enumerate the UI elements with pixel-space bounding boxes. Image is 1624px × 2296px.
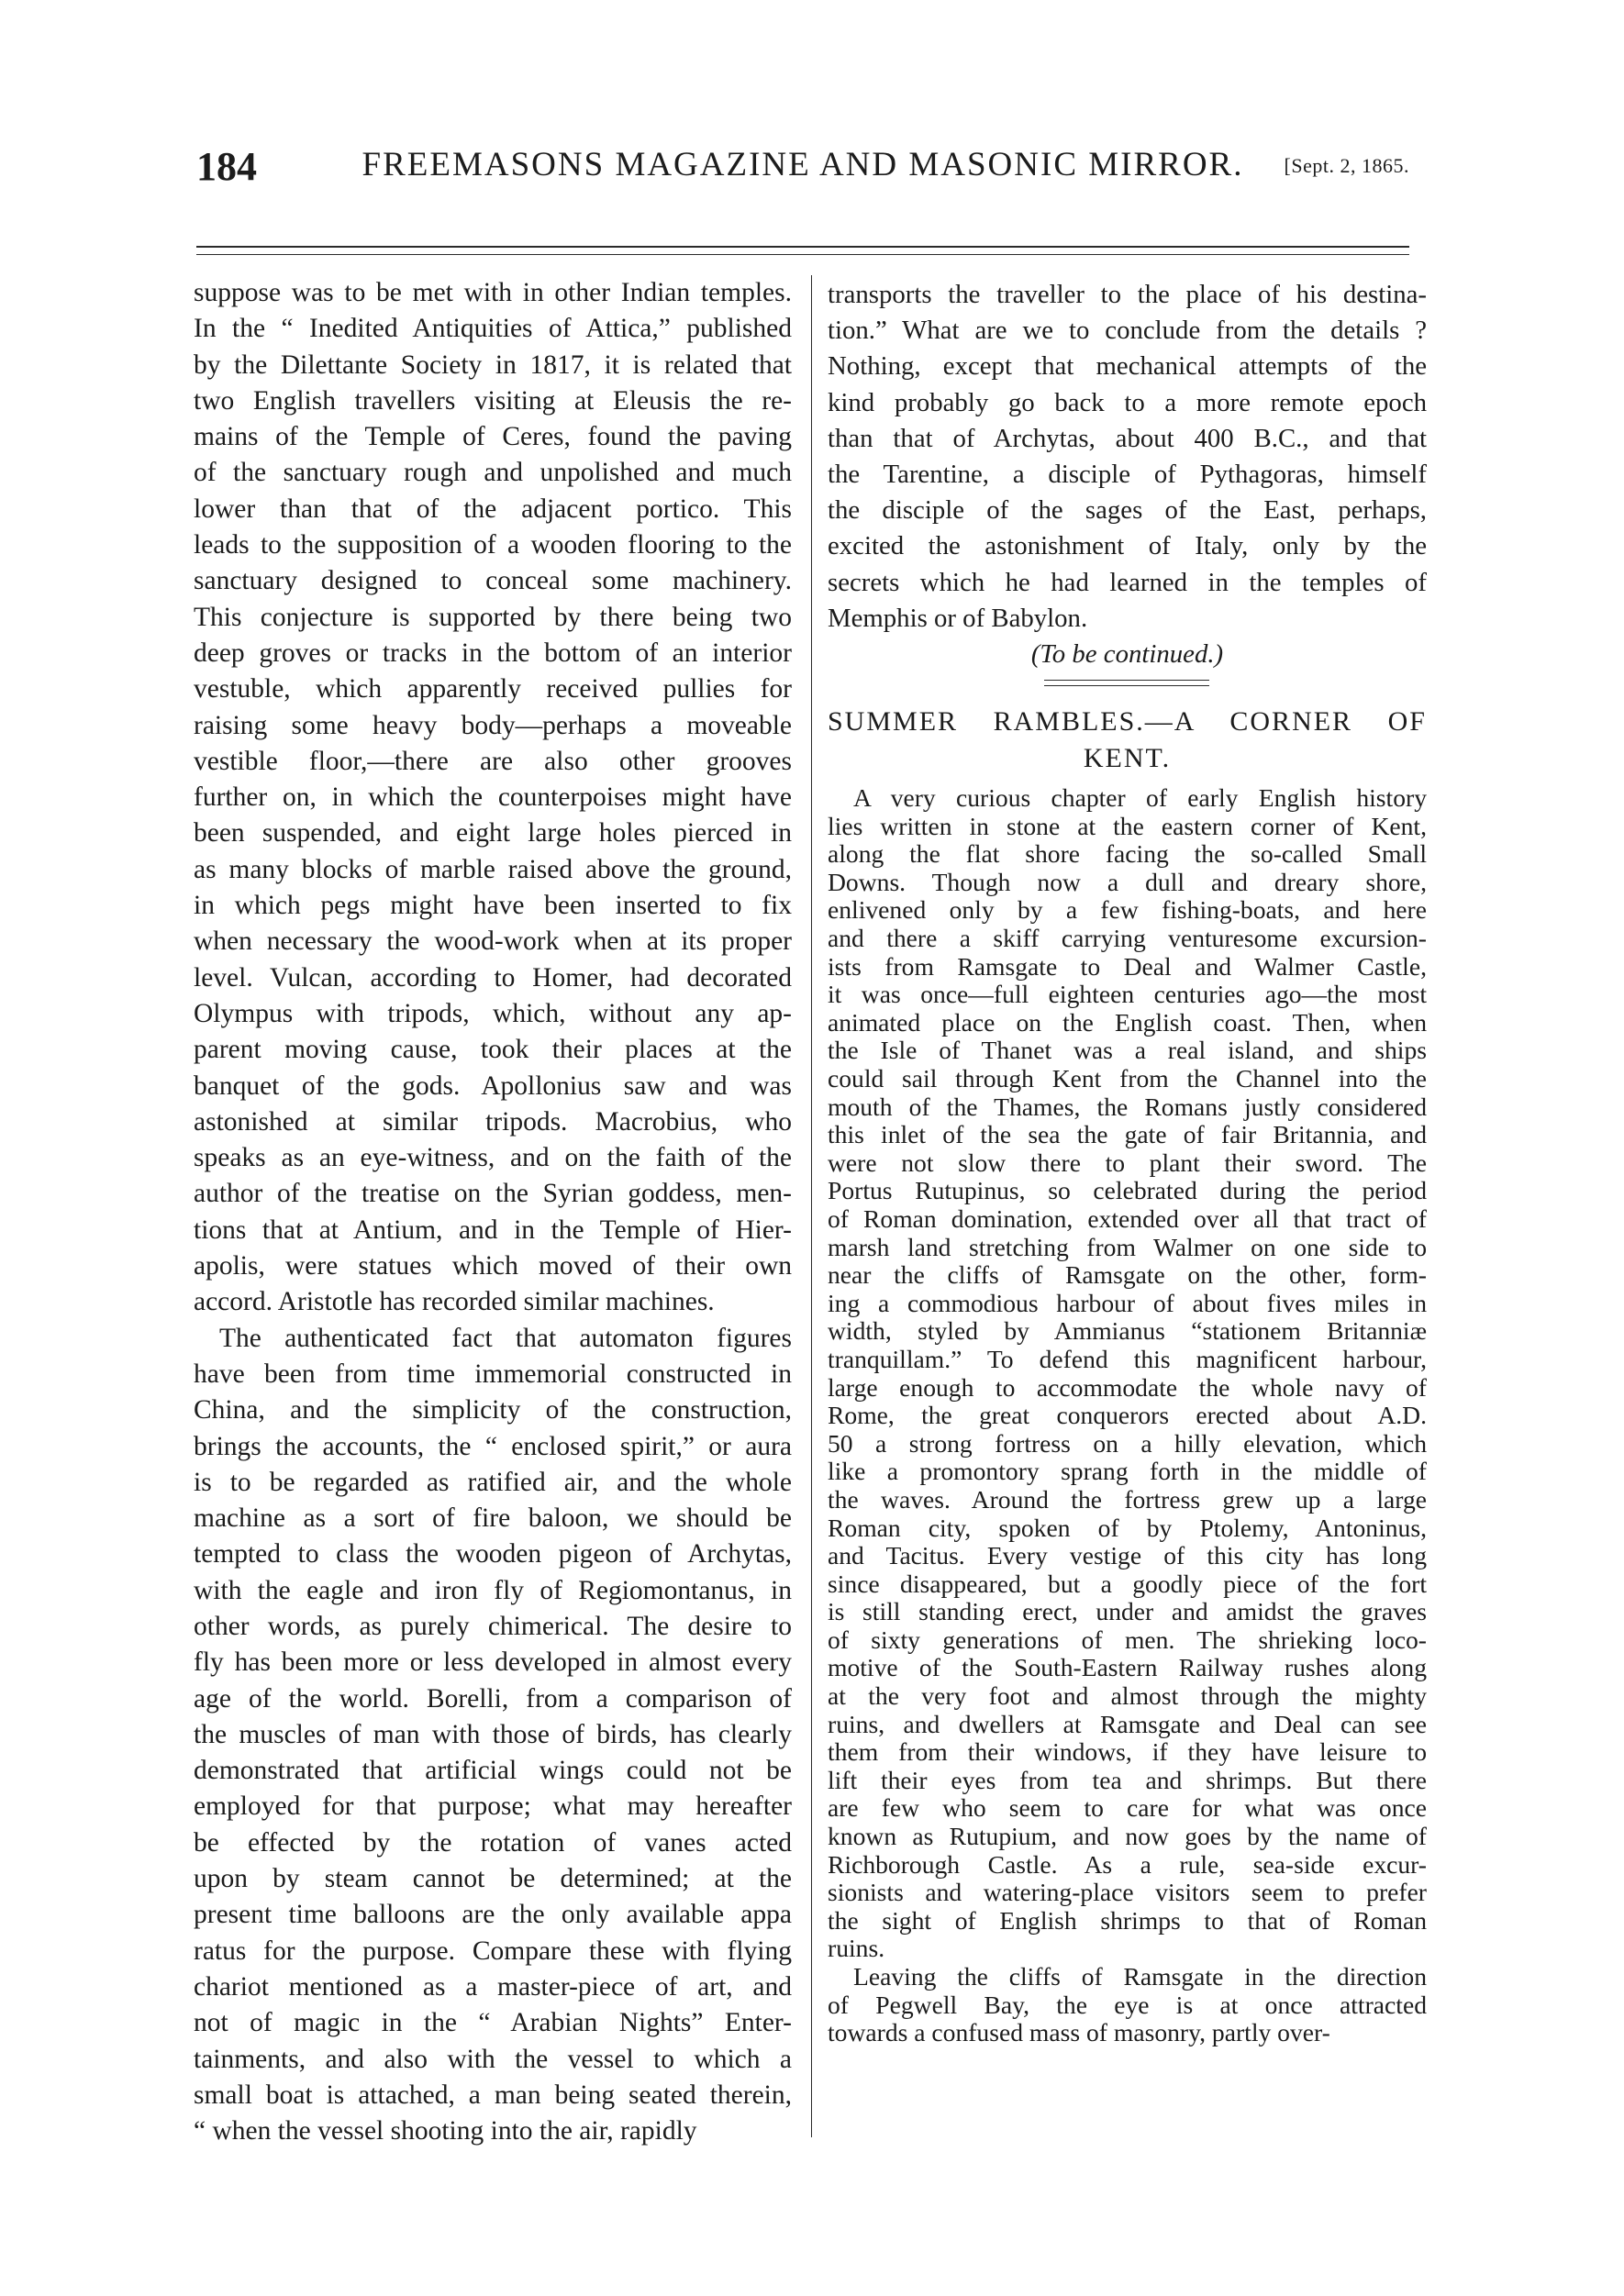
text-line: mouth of the Thames, the Romans justly considered [828, 1093, 1427, 1121]
text-line: author of the treatise on the Syrian goddess, men- [194, 1179, 792, 1209]
right-column [828, 277, 1427, 2047]
text-line: Portus Rutupinus, so celebrated during the period [828, 1177, 1427, 1205]
text-line: the sight of English shrimps to that of Roman [828, 1906, 1427, 1935]
text-line: brings the accounts, the “ enclosed spirit,” or aura [194, 1431, 792, 1461]
text-line: width, styled by Ammianus “stationem Britanniæ [828, 1317, 1427, 1346]
text-line: leads to the supposition of a wooden flooring to the [194, 530, 792, 560]
text-line: marsh land stretching from Walmer on one side to [828, 1233, 1427, 1261]
text-line: the Isle of Thanet was a real island, and ships [828, 1037, 1427, 1065]
text-line: ratus for the purpose. Compare these with flying [194, 1936, 792, 1966]
text-line: employed for that purpose; what may hereafter [194, 1791, 792, 1822]
text-line: vestuble, which apparently received pullies for [194, 674, 792, 704]
text-line: In the “ Inedited Antiquities of Attica,” published [194, 314, 792, 344]
text-line: is to be regarded as ratified air, and the whole [194, 1467, 792, 1497]
header-rule-thin [196, 254, 1409, 255]
text-line: tions that at Antium, and in the Temple of Hier- [194, 1215, 792, 1245]
text-line: towards a confused mass of masonry, partly over- [828, 2019, 1330, 2047]
text-line: of Roman domination, extended over all that tract of [828, 1204, 1427, 1233]
text-line: sionists and watering-place visitors seem to prefer [828, 1879, 1427, 1907]
text-line: Downs. Though now a dull and dreary shore, [828, 868, 1427, 896]
text-line: lift their eyes from tea and shrimps. But there [828, 1766, 1427, 1794]
text-line: Olympus with tripods, which, without any ap- [194, 998, 792, 1028]
text-line: accord. Aristotle has recorded similar machines. [194, 1287, 715, 1317]
text-line: kind probably go back to a more remote epoch [828, 387, 1427, 417]
text-line: other words, as purely chimerical. The desire to [194, 1611, 792, 1641]
text-line: level. Vulcan, according to Homer, had decorated [194, 962, 792, 993]
article-heading: SUMMER RAMBLES.—A CORNER OF [828, 706, 1427, 738]
text-line: transports the traveller to the place of his destina- [828, 280, 1427, 309]
article-heading-line-2: KENT. [1083, 743, 1172, 774]
article-body [828, 784, 1427, 2047]
text-line: like a promontory sprang forth in the middle of [828, 1458, 1427, 1486]
text-line: raising some heavy body—perhaps a moveable [194, 710, 792, 740]
continued-article-text [828, 277, 1427, 637]
text-line: machine as a sort of fire baloon, we should be [194, 1503, 792, 1534]
text-line: were not slow there to plant their sword. The [828, 1148, 1427, 1177]
text-line: the Tarentine, a disciple of Pythagoras, himself [828, 459, 1427, 489]
text-line: 50 a strong fortress on a hilly elevation, which [828, 1429, 1427, 1458]
text-line: the waves. Around the fortress grew up a large [828, 1485, 1427, 1514]
text-line: by the Dilettante Society in 1817, it is related that [194, 349, 792, 380]
text-line: with the eagle and iron fly of Regiomontanus, in [194, 1575, 792, 1605]
text-line: be effected by the rotation of vanes acted [194, 1827, 792, 1858]
text-line: ruins, and dwellers at Ramsgate and Deal can see [828, 1710, 1427, 1738]
text-line: and Tacitus. Every vestige of this city has long [828, 1542, 1427, 1570]
text-line: age of the world. Borelli, from a comparison of [194, 1683, 792, 1714]
page-number: 184 [196, 144, 257, 189]
text-line: deep groves or tracks in the bottom of an interior [194, 638, 792, 668]
text-line: tainments, and also with the vessel to which a [194, 2044, 792, 2074]
text-line: and there a skiff carrying venturesome excursion- [828, 925, 1427, 953]
text-line: as many blocks of marble raised above the ground, [194, 854, 792, 884]
text-line: enlivened only by a few fishing-boats, and here [828, 896, 1427, 925]
text-line: could sail through Kent from the Channel into the [828, 1065, 1427, 1093]
text-line: ing a commodious harbour of about fives miles in [828, 1289, 1427, 1317]
text-line: suppose was to be met with in other Indian temples. [194, 278, 792, 307]
text-line: present time balloons are the only available appa [194, 1900, 792, 1930]
left-column [194, 275, 792, 2149]
text-line: since disappeared, but a goodly piece of the fort [828, 1569, 1427, 1598]
text-line: apolis, were statues which moved of their own [194, 1251, 792, 1281]
text-line: The authenticated fact that automaton figures [219, 1323, 792, 1353]
text-line: not of magic in the “ Arabian Nights” Enter- [194, 2008, 792, 2038]
text-line: banquet of the gods. Apollonius saw and was [194, 1070, 792, 1101]
text-line: the disciple of the sages of the East, perhaps, [828, 495, 1427, 526]
text-line: secrets which he had learned in the temples of [828, 567, 1427, 597]
text-line: Nothing, except that mechanical attempts of the [828, 351, 1427, 382]
text-line: when necessary the wood-work when at its proper [194, 926, 792, 957]
text-line: been suspended, and eight large holes pierced in [194, 818, 792, 849]
text-line: sanctuary designed to conceal some machinery. [194, 566, 792, 596]
text-line: China, and the simplicity of the construction, [194, 1395, 792, 1425]
header-rule [196, 246, 1409, 248]
to-be-continued-note: (To be continued.) [1030, 638, 1224, 669]
text-line: along the flat shore facing the so-called Small [828, 840, 1427, 869]
text-line: A very curious chapter of early English history [853, 784, 1427, 813]
text-line: “ when the vessel shooting into the air, rapidly [194, 2116, 697, 2146]
text-line: of the sanctuary rough and unpolished and much [194, 458, 792, 488]
text-line: Rome, the great conquerors erected about A.D. [828, 1402, 1427, 1430]
text-line: tranquillam.” To defend this magnificent harbour, [828, 1345, 1427, 1373]
text-line: Richborough Castle. As a rule, sea-side excur- [828, 1850, 1427, 1879]
text-line: mains of the Temple of Ceres, found the paving [194, 422, 792, 452]
text-line: ruins. [828, 1935, 885, 1963]
text-line: small boat is attached, a man being seated therein, [194, 2080, 792, 2110]
text-line: further on, in which the counterpoises might have [194, 782, 792, 813]
text-line: the muscles of man with those of birds, has clearly [194, 1719, 792, 1749]
text-line: Leaving the cliffs of Ramsgate in the direction [853, 1963, 1427, 1991]
text-line: tempted to class the wooden pigeon of Archytas, [194, 1539, 792, 1569]
issue-date: [Sept. 2, 1865. [1284, 154, 1409, 177]
text-line: them from their windows, if they have leisure to [828, 1738, 1427, 1767]
text-line: in which pegs might have been inserted to fix [194, 891, 792, 921]
column-divider [811, 275, 812, 2137]
text-line: known as Rutupium, and now goes by the name of [828, 1823, 1427, 1851]
text-line: motive of the South-Eastern Railway rushes along [828, 1654, 1427, 1682]
text-line: is still standing erect, under and amidst the graves [828, 1598, 1427, 1626]
text-line: of Pegwell Bay, the eye is at once attracted [828, 1991, 1427, 2019]
text-line: ists from Ramsgate to Deal and Walmer Castle, [828, 952, 1427, 981]
text-line: have been from time immemorial constructed in [194, 1359, 792, 1389]
text-line: astonished at similar tripods. Macrobius, who [194, 1106, 792, 1137]
text-line: at the very foot and almost through the mighty [828, 1682, 1427, 1711]
text-line: this inlet of the sea the gate of fair Britannia, and [828, 1121, 1427, 1149]
text-line: are few who seem to care for what was once [828, 1794, 1427, 1823]
text-line: tion.” What are we to conclude from the details ? [828, 316, 1427, 346]
text-line: of sixty generations of men. The shrieking loco- [828, 1625, 1427, 1654]
masthead-title: FREEMASONS MAGAZINE AND MASONIC MIRROR. [362, 146, 1244, 183]
text-line: lower than that of the adjacent portico. This [194, 494, 792, 524]
text-line: than that of Archytas, about 400 B.C., and that [828, 423, 1427, 453]
text-line: Memphis or of Babylon. [828, 603, 1088, 633]
text-line: chariot mentioned as a master-piece of art, and [194, 1971, 792, 2002]
text-line: Roman city, spoken of by Ptolemy, Antoninus, [828, 1514, 1427, 1542]
page-header [196, 136, 1409, 191]
text-line: animated place on the English coast. Then, when [828, 1008, 1427, 1037]
text-line: large enough to accommodate the whole navy of [828, 1373, 1427, 1402]
text-line: speaks as an eye-witness, and on the faith of the [194, 1143, 792, 1173]
text-line: vestible floor,—there are also other grooves [194, 746, 792, 776]
text-line: upon by steam cannot be determined; at the [194, 1864, 792, 1894]
text-line: This conjecture is supported by there being two [194, 602, 792, 632]
text-line: two English travellers visiting at Eleusis the re- [194, 385, 792, 416]
text-line: excited the astonishment of Italy, only by the [828, 531, 1427, 561]
text-line: lies written in stone at the eastern corner of Kent, [828, 812, 1427, 840]
text-line: it was once—full eighteen centuries ago—the most [828, 981, 1427, 1009]
text-line: near the cliffs of Ramsgate on the other, form- [828, 1261, 1427, 1290]
text-line: parent moving cause, took their places at the [194, 1035, 792, 1065]
article-separator [828, 672, 1427, 694]
text-line: fly has been more or less developed in almost every [194, 1647, 792, 1678]
text-line: demonstrated that artificial wings could not be [194, 1756, 792, 1786]
